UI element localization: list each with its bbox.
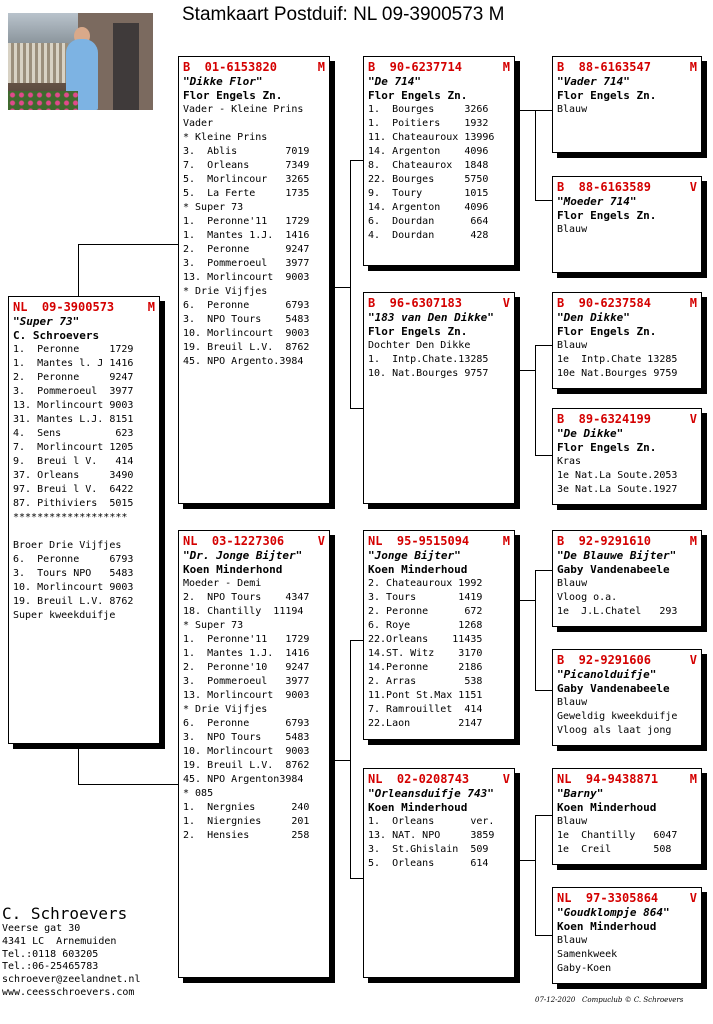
contact-name: C. Schroevers (2, 904, 128, 923)
connector-line (535, 345, 536, 455)
connector-line (78, 244, 178, 245)
sex-marker: V (689, 180, 697, 194)
ring-number: NL 02-0208743 (368, 772, 470, 786)
connector-line (535, 110, 536, 200)
connector-line (535, 570, 536, 690)
connector-line (515, 110, 535, 111)
pedigree-line: 97. Breui l V. 6422 (13, 484, 134, 495)
pedigree-line: 6. Peronne 6793 (13, 554, 134, 565)
pedigree-line: 13. Morlincourt 9003 (13, 400, 134, 411)
pedigree-line: 1. Mantes 1.J. 1416 (183, 230, 310, 241)
pedigree-line: 1e Intp.Chate 13285 (557, 354, 678, 365)
pedigree-line: Dochter Den Dikke (368, 340, 471, 351)
pedigree-line: 10. Morlincourt 9003 (13, 582, 134, 593)
pedigree-line: 2. Peronne 9247 (183, 244, 310, 255)
pigeon-name: "Dikke Flor" (183, 75, 263, 88)
ring-number: NL 95-9515094 (368, 534, 470, 548)
connector-line (350, 160, 363, 161)
pigeon-header (557, 890, 697, 906)
breeder-name: Flor Engels Zn. (557, 325, 657, 338)
pedigree-line: Broer Drie Vijfjes (13, 540, 122, 551)
pedigree-line: 6. Dourdan 664 (368, 216, 489, 227)
ring-number: NL 97-3305864 (557, 891, 659, 905)
breeder-name: Flor Engels Zn. (557, 441, 657, 454)
pedigree-line: 19. Breuil L.V. 8762 (183, 760, 310, 771)
pedigree-line: 1. Peronne'11 1729 (183, 216, 310, 227)
connector-line (78, 244, 79, 296)
pedigree-line: 1. Bourges 3266 (368, 104, 489, 115)
pedigree-line: 3. Pommeroeul 3977 (183, 258, 310, 269)
contact-line[interactable]: schroever@zeelandnet.nl (2, 974, 141, 986)
pigeon-card-mmf (552, 768, 702, 865)
breeder-name: Gaby Vandenabeele (557, 563, 670, 576)
sex-marker: M (689, 60, 697, 74)
connector-line (535, 345, 552, 346)
connector-line (535, 200, 552, 201)
pigeon-card-mmm (552, 887, 702, 984)
connector-line (515, 370, 535, 371)
connector-line (350, 878, 363, 879)
ring-number: B 88-6163589 (557, 180, 651, 194)
pedigree-line: 10. Morlincourt 9003 (183, 328, 310, 339)
pedigree-line: 9. Breui l V. 414 (13, 456, 134, 467)
pigeon-card-mfm (552, 649, 702, 746)
connector-line (330, 287, 350, 288)
connector-line (515, 860, 535, 861)
pedigree-line: Vloog o.a. (557, 592, 618, 603)
pigeon-name: "De 714" (368, 75, 421, 88)
contact-line[interactable]: www.ceesschroevers.com (2, 986, 135, 998)
pedigree-line: 3. Tours 1419 (368, 592, 483, 603)
pedigree-line: * 085 (183, 788, 214, 799)
connector-line (535, 935, 552, 936)
sex-marker: M (689, 772, 697, 786)
sex-marker: M (502, 534, 510, 548)
pedigree-line: Vloog als laat jong (557, 725, 672, 736)
contact-line: 4341 LC Arnemuiden (2, 935, 117, 947)
pedigree-line: 1. Niergnies 201 (183, 816, 310, 827)
sex-marker: M (317, 60, 325, 74)
connector-line (78, 784, 178, 785)
pedigree-line: 8. Chateaurox 1848 (368, 160, 489, 171)
pigeon-header (557, 59, 697, 75)
ring-number: B 90-6237714 (368, 60, 462, 74)
pedigree-line: 37. Orleans 3490 (13, 470, 134, 481)
pedigree-line: Gaby-Koen (557, 963, 612, 974)
pigeon-card-mother (178, 530, 330, 978)
pedigree-line: 13. NAT. NPO 3859 (368, 830, 495, 841)
pedigree-line: 11. Chateauroux 13996 (368, 132, 495, 143)
pedigree-line: Vader - Kleine Prins (183, 104, 304, 115)
breeder-name: Koen Minderhoud (368, 563, 468, 576)
pigeon-header (368, 533, 510, 549)
pedigree-line: 2. Hensies 258 (183, 830, 310, 841)
pedigree-line: 1. Intp.Chate.13285 (368, 354, 489, 365)
footer-credit: 07-12-2020 Compuclub © C. Schroevers (535, 996, 684, 1004)
pigeon-header (183, 533, 325, 549)
breeder-name: Flor Engels Zn. (368, 89, 468, 102)
connector-line (535, 570, 552, 571)
pigeon-header (557, 533, 697, 549)
pigeon-name: "Barny" (557, 787, 604, 800)
pedigree-line: Vader (183, 118, 214, 129)
pigeon-card-ffm (552, 176, 702, 273)
pigeon-header (368, 59, 510, 75)
pedigree-line: 1. Poitiers 1932 (368, 118, 489, 129)
pigeon-card-main (8, 296, 160, 744)
pedigree-line: 2. Peronne 672 (368, 606, 483, 617)
ring-number: B 92-9291610 (557, 534, 651, 548)
sex-marker: M (689, 296, 697, 310)
pigeon-header (13, 299, 155, 315)
pedigree-line: Blauw (557, 104, 588, 115)
pedigree-line (13, 525, 155, 539)
pedigree-line: 22.Laon 2147 (368, 718, 483, 729)
breeder-name: Flor Engels Zn. (557, 89, 657, 102)
pedigree-line: 2. Peronne'10 9247 (183, 662, 310, 673)
pedigree-line: 2. Peronne 9247 (13, 372, 134, 383)
pedigree-line: Blauw (557, 697, 588, 708)
pedigree-line: Blauw (557, 578, 588, 589)
pedigree-line: Blauw (557, 340, 588, 351)
pigeon-name: "Picanolduifje" (557, 668, 657, 681)
pigeon-name: "Orleansduifje 743" (368, 787, 494, 800)
pigeon-header (368, 295, 510, 311)
pedigree-line: 7. Orleans 7349 (183, 160, 310, 171)
pigeon-card-mff (552, 530, 702, 627)
connector-line (535, 690, 552, 691)
pedigree-line: 1e J.L.Chatel 293 (557, 606, 678, 617)
contact-line: Tel.:06-25465783 (2, 961, 99, 973)
pedigree-line: 5. La Ferte 1735 (183, 188, 310, 199)
pedigree-line: Moeder - Demi (183, 578, 262, 589)
pigeon-card-father-mother (363, 292, 515, 504)
sex-marker: V (317, 534, 325, 548)
pedigree-line: 1. Mantes 1.J. 1416 (183, 648, 310, 659)
pedigree-line: 10. Morlincourt 9003 (183, 746, 310, 757)
pedigree-line: * Super 73 (183, 620, 244, 631)
pedigree-line: Blauw (557, 816, 588, 827)
pedigree-line: 3. Tours NPO 5483 (13, 568, 134, 579)
pedigree-line: 18. Chantilly 11194 (183, 606, 304, 617)
pedigree-line: 4. Dourdan 428 (368, 230, 489, 241)
connector-line (350, 640, 351, 878)
breeder-name: Flor Engels Zn. (557, 209, 657, 222)
sex-marker: V (689, 412, 697, 426)
pigeon-header (368, 771, 510, 787)
pedigree-line: 3. Pommeroeul 3977 (13, 386, 134, 397)
sex-marker: V (689, 653, 697, 667)
pedigree-line: 1. Orleans ver. (368, 816, 495, 827)
ring-number: B 88-6163547 (557, 60, 651, 74)
pedigree-line: 5. Orleans 614 (368, 858, 489, 869)
pedigree-line: Blauw (557, 935, 588, 946)
pedigree-line: * Drie Vijfjes (183, 704, 268, 715)
ring-number: NL 03-1227306 (183, 534, 285, 548)
pedigree-line: 87. Pithiviers 5015 (13, 498, 134, 509)
pedigree-line: 6. Roye 1268 (368, 620, 483, 631)
pedigree-line: 3. Pommeroeul 3977 (183, 676, 310, 687)
breeder-name: C. Schroevers (13, 329, 100, 342)
breeder-name: Flor Engels Zn. (183, 89, 283, 102)
pigeon-card-father-father (363, 56, 515, 266)
pedigree-line: * Super 73 (183, 202, 244, 213)
pedigree-line: 22.Orleans 11435 (368, 634, 483, 645)
pigeon-name: "Jonge Bijter" (368, 549, 461, 562)
pedigree-line: 1e Nat.La Soute.2053 (557, 470, 678, 481)
contact-line: Veerse gat 30 (2, 923, 81, 934)
pigeon-card-fff (552, 56, 702, 153)
pigeon-name: "183 van Den Dikke" (368, 311, 494, 324)
pedigree-line: 14. Argenton 4096 (368, 146, 489, 157)
pigeon-card-fmf (552, 292, 702, 389)
pedigree-line: 1e Chantilly 6047 (557, 830, 678, 841)
pedigree-line: 1. Peronne 1729 (13, 344, 134, 355)
pedigree-line: 2. NPO Tours 4347 (183, 592, 310, 603)
pedigree-line: 22. Bourges 5750 (368, 174, 489, 185)
pedigree-line: 45. NPO Argento.3984 (183, 356, 304, 367)
connector-line (535, 455, 552, 456)
pigeon-card-father (178, 56, 330, 504)
pedigree-line: 1. Mantes l. J 1416 (13, 358, 134, 369)
pedigree-line: 13. Morlincourt 9003 (183, 272, 310, 283)
owner-photo (8, 13, 153, 110)
pedigree-line: 14.Peronne 2186 (368, 662, 483, 673)
pedigree-line: 3. Ablis 7019 (183, 146, 310, 157)
pedigree-line: 11.Pont St.Max 1151 (368, 690, 483, 701)
pedigree-line: Blauw (557, 224, 588, 235)
pedigree-line: 14.ST. Witz 3170 (368, 648, 483, 659)
pigeon-name: "Goudklompje 864" (557, 906, 670, 919)
pigeon-name: "Den Dikke" (557, 311, 630, 324)
pedigree-line: 31. Mantes L.J. 8151 (13, 414, 134, 425)
pedigree-line: 1e Creil 508 (557, 844, 672, 855)
ring-number: NL 94-9438871 (557, 772, 659, 786)
pedigree-line: ******************* (13, 512, 128, 523)
pedigree-line: 6. Peronne 6793 (183, 718, 310, 729)
pedigree-line: Samenkweek (557, 949, 618, 960)
pigeon-header (557, 652, 697, 668)
breeder-name: Koen Minderhoud (368, 801, 468, 814)
pedigree-line: 14. Argenton 4096 (368, 202, 489, 213)
pedigree-line: 3. St.Ghislain 509 (368, 844, 489, 855)
pigeon-header (557, 411, 697, 427)
connector-line (350, 640, 363, 641)
pigeon-name: "Vader 714" (557, 75, 630, 88)
pigeon-card-mother-father (363, 530, 515, 740)
pedigree-line: 2. Chateauroux 1992 (368, 578, 483, 589)
pedigree-line: 10e Nat.Bourges 9759 (557, 368, 678, 379)
pigeon-header (183, 59, 325, 75)
contact-lines (2, 923, 140, 1000)
sex-marker: V (502, 772, 510, 786)
sex-marker: V (689, 891, 697, 905)
pigeon-card-mother-mother (363, 768, 515, 978)
connector-line (350, 408, 363, 409)
breeder-name: Koen Minderhoud (557, 920, 657, 933)
connector-line (535, 110, 552, 111)
sex-marker: M (689, 534, 697, 548)
pigeon-header (557, 295, 697, 311)
pedigree-line: Super kweekduifje (13, 610, 116, 621)
ring-number: B 92-9291606 (557, 653, 651, 667)
pigeon-name: "Super 73" (13, 315, 80, 328)
pedigree-line: * Kleine Prins (183, 132, 268, 143)
breeder-name: Flor Engels Zn. (368, 325, 468, 338)
pedigree-line: 19. Breuil L.V. 8762 (13, 596, 134, 607)
pigeon-header (557, 179, 697, 195)
connector-line (350, 160, 351, 408)
pigeon-name: "Moeder 714" (557, 195, 637, 208)
connector-line (78, 744, 79, 784)
pigeon-card-fmm (552, 408, 702, 505)
pigeon-name: "De Blauwe Bijter" (557, 549, 677, 562)
pedigree-line: 9. Toury 1015 (368, 188, 489, 199)
sex-marker: M (502, 60, 510, 74)
breeder-name: Koen Minderhond (183, 563, 283, 576)
pedigree-line: 10. Nat.Bourges 9757 (368, 368, 489, 379)
sex-marker: M (147, 300, 155, 314)
pedigree-line: 45. NPO Argenton3984 (183, 774, 304, 785)
breeder-name: Gaby Vandenabeele (557, 682, 670, 695)
pedigree-line: Kras (557, 456, 582, 467)
connector-line (330, 760, 350, 761)
page-title: Stamkaart Postduif: NL 09-3900573 M (182, 4, 505, 25)
connector-line (535, 815, 536, 935)
ring-number: B 96-6307183 (368, 296, 462, 310)
pedigree-line: 1. Nergnies 240 (183, 802, 310, 813)
connector-line (515, 600, 535, 601)
pedigree-line: 6. Peronne 6793 (183, 300, 310, 311)
pigeon-name: "Dr. Jonge Bijter" (183, 549, 303, 562)
contact-line: Tel.:0118 603205 (2, 948, 99, 960)
pedigree-line: 7. Morlincourt 1205 (13, 442, 134, 453)
pedigree-line: 3e Nat.La Soute.1927 (557, 484, 678, 495)
pedigree-line: 4. Sens 623 (13, 428, 134, 439)
connector-line (535, 815, 552, 816)
pedigree-line: 13. Morlincourt 9003 (183, 690, 310, 701)
pigeon-name: "De Dikke" (557, 427, 624, 440)
pedigree-line: 5. Morlincour 3265 (183, 174, 310, 185)
pedigree-line: 2. Arras 538 (368, 676, 483, 687)
ring-number: B 01-6153820 (183, 60, 277, 74)
breeder-name: Koen Minderhoud (557, 801, 657, 814)
pedigree-line: 19. Breuil L.V. 8762 (183, 342, 310, 353)
contact-block (2, 905, 140, 1000)
sex-marker: V (502, 296, 510, 310)
ring-number: B 90-6237584 (557, 296, 651, 310)
pedigree-line: 3. NPO Tours 5483 (183, 732, 310, 743)
ring-number: NL 09-3900573 (13, 300, 115, 314)
pedigree-line: Geweldig kweekduifje (557, 711, 678, 722)
pedigree-line: 7. Ramrouillet 414 (368, 704, 483, 715)
pedigree-line: 1. Peronne'11 1729 (183, 634, 310, 645)
pedigree-line: 3. NPO Tours 5483 (183, 314, 310, 325)
ring-number: B 89-6324199 (557, 412, 651, 426)
pedigree-line: * Drie Vijfjes (183, 286, 268, 297)
pigeon-header (557, 771, 697, 787)
